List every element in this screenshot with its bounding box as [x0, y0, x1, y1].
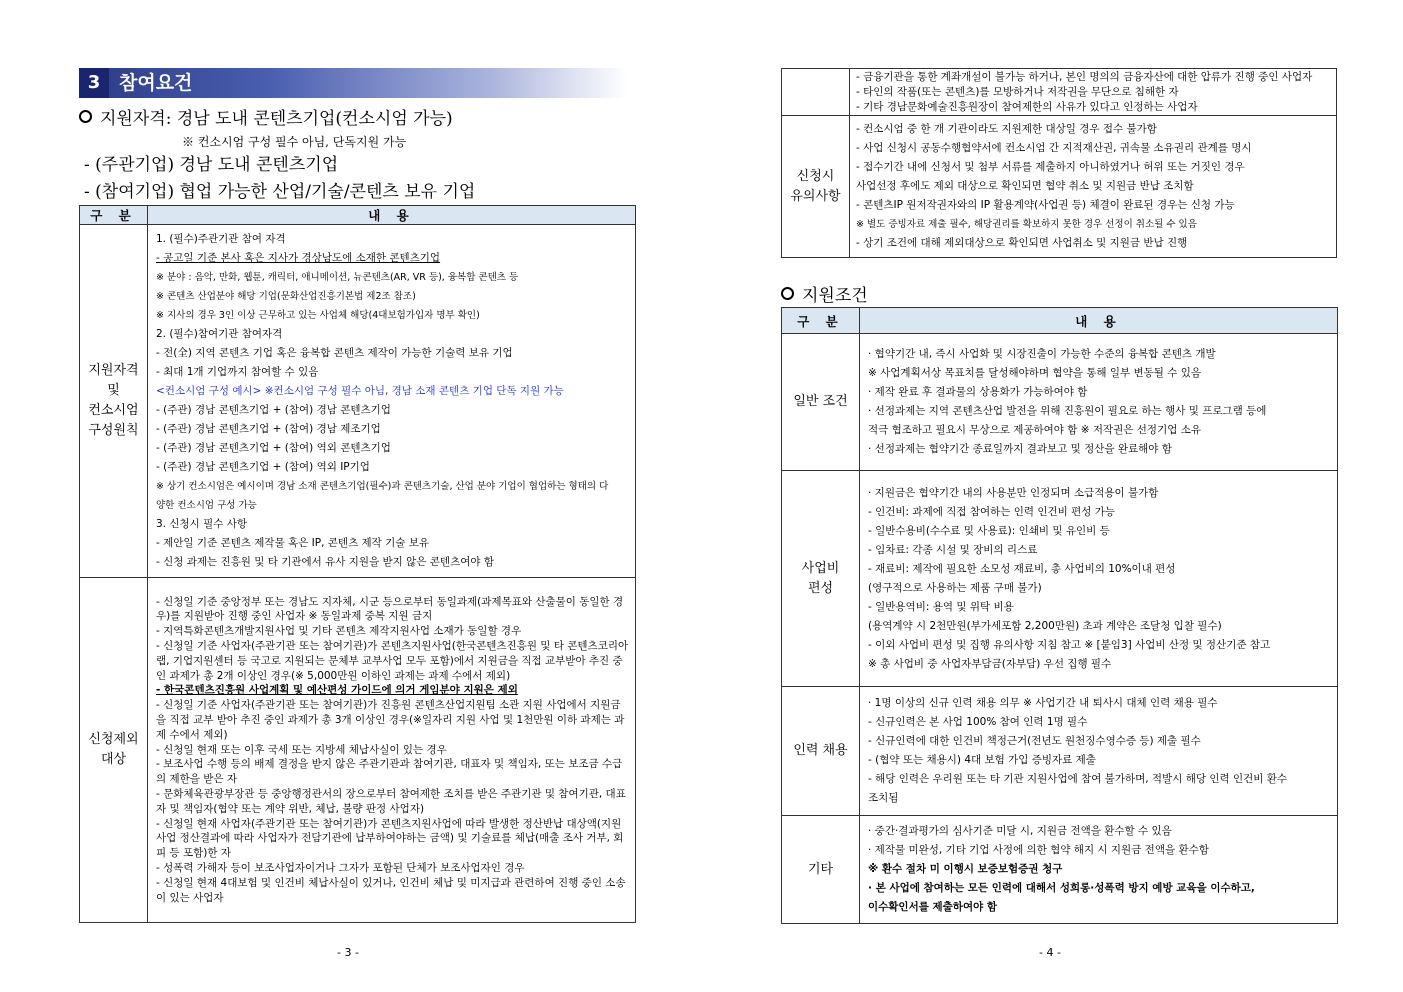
lead-company-line: - (주관기업) 경남 도내 콘텐츠기업 — [84, 155, 339, 175]
text-line: - 최대 1개 기업까지 참여할 수 있음 — [156, 366, 319, 378]
row-label-eligibility: 지원자격 및 컨소시엄 구성원칙 — [80, 225, 148, 578]
text-line: - 보조사업 수행 등의 배제 결정을 받지 않은 주관기관과 참여기관, 대표자 및 책임자, 또는 보조금 수급의 제한을 받은 자 — [156, 758, 623, 786]
table-head-content: 내 용 — [148, 206, 636, 225]
text-line: ※ 환수 절차 미 이행시 보증보험증권 청구 — [868, 863, 1063, 875]
partner-company-line: - (참여기업) 협업 가능한 산업/기술/콘텐츠 보유 기업 — [84, 182, 476, 202]
text-line: - 신청 과제는 진흥원 및 타 기관에서 유사 지원을 받지 않은 콘텐츠여야 함 — [156, 556, 494, 568]
text-line: 사업선정 후에도 제외 대상으로 확인되면 협약 취소 및 지원금 반납 조치함 — [856, 180, 1194, 193]
text-line: · 1명 이상의 신규 인력 채용 의무 ※ 사업기간 내 퇴사시 대체 인력 채용 필수 — [868, 697, 1218, 709]
caution-table — [781, 68, 1337, 258]
text-line: - 타인의 작품(또는 콘텐츠)를 모방하거나 저작권을 무단으로 침해한 자 — [856, 85, 1179, 98]
text-line: 이수확인서를 제출하여야 함 — [868, 901, 998, 913]
text-line: - 이외 사업비 편성 및 집행 유의사항 지침 참고 ※ [붙임3] 사업비 산정 및 정산기준 참고 — [868, 638, 1271, 651]
text-line: - 전(全) 지역 콘텐츠 기업 혹은 융복합 콘텐츠 제작이 가능한 기술력 보유 기업 — [156, 347, 513, 359]
text-line: - 신청일 현재 또는 이후 국세 또는 지방세 체납사실이 있는 경우 — [156, 743, 447, 756]
text-line: - 콘텐츠IP 원저작권자와의 IP 활용계약(사업권 등) 체결이 완료된 경우는 신청 가능 — [856, 199, 1235, 212]
hollow-circle-bullet-icon — [79, 110, 92, 123]
text-line: 양한 컨소시엄 구성 가능 — [156, 500, 257, 511]
conditions-title: 지원조건 — [802, 286, 868, 306]
text-line: - 인건비: 과제에 직접 참여하는 인력 인건비 편성 가능 — [868, 505, 1116, 518]
text-line: - 제안일 기준 콘텐츠 제작물 혹은 IP, 콘텐츠 제작 기술 보유 — [156, 537, 430, 549]
blank-label-cell — [782, 69, 850, 116]
text-line: 1. (필수)주관기관 참여 자격 — [156, 233, 286, 245]
text-line: 적극 협조하고 필요시 무상으로 제공하여야 함 ※ 저작권은 선정기업 소유 — [868, 424, 1201, 436]
text-line: - 성폭력 가해자 등이 보조사업자이거나 그자가 포함된 단체가 보조사업자인 경우 — [156, 861, 525, 874]
other-content — [860, 816, 1338, 924]
text-line: - 신규인력은 본 사업 100% 참여 인력 1명 필수 — [868, 716, 1088, 728]
text-line: 2. (필수)참여기관 참여자격 — [156, 328, 283, 340]
text-line: · 선정과제는 협약기간 종료일까지 결과보고 및 정산을 완료해야 함 — [868, 443, 1172, 455]
hiring-content — [860, 687, 1338, 816]
section-number: 3 — [79, 68, 109, 98]
text-line: - 신규인력에 대한 인건비 책정근거(전년도 원천징수영수증 등) 제출 필수 — [868, 735, 1201, 747]
text-line: - 신청일 현재 4대보험 및 인건비 체납사실이 있거나, 인건비 체납 및 미지급과 관련하여 진행 중인 소송이 있는 사업자 — [156, 876, 626, 904]
text-line: - 상기 조건에 대해 제외대상으로 확인되면 사업취소 및 지원금 반납 진행 — [856, 237, 1188, 250]
row-label-exclusion: 신청제외 대상 — [80, 578, 148, 923]
text-line: ※ 총 사업비 중 사업자부담금(자부담) 우선 집행 필수 — [868, 657, 1112, 670]
page-number: - 3 - — [337, 946, 359, 959]
general-conditions-content — [860, 334, 1338, 471]
text-line: · 제작물 미완성, 기타 기업 사정에 의한 협약 해지 시 지원금 전액을 환수함 — [868, 844, 1209, 856]
text-line: - 신청일 현재 사업자(주관기관 또는 참여기관)가 콘텐츠지원사업에 따라 발생한 정산반납 대상액(지원사업 정산결과에 따라 사업자가 전담기관에 납부하여야하는 금액) 및 기술료를 체납(매출 조사 거부, 회피 등 포함)한 자 — [156, 817, 624, 860]
exclusion-continued — [850, 69, 1337, 116]
text-line: - 공고일 기준 본사 혹은 지사가 경상남도에 소재한 콘텐츠기업 — [156, 252, 441, 264]
table-head-category: 구 분 — [80, 206, 148, 225]
row-label-caution: 신청시 유의사항 — [782, 116, 850, 258]
text-line: 조치됨 — [868, 792, 899, 804]
text-line: - (주관) 경남 콘텐츠기업 + (참여) 역외 콘텐츠기업 — [156, 442, 391, 454]
text-line: · 제작 완료 후 결과물의 상용화가 가능하여야 함 — [868, 386, 1088, 398]
text-line: · 본 사업에 참여하는 모든 인력에 대해서 성희롱·성폭력 방지 예방 교육을 이수하고, — [868, 882, 1255, 894]
text-line: - 재료비: 제작에 필요한 소모성 재료비, 총 사업비의 10%이내 편성 — [868, 562, 1176, 575]
text-line: - 신청일 기준 사업자(주관기관 또는 참여기관)가 콘텐츠지원사업(한국콘텐츠진흥원 및 타 콘텐츠코리아랩, 기업지원센터 등 국고로 지원되는 문체부 교부사업 모두 포함)에서 지원금을 직접 교부받아 추진 중인 과제가 총 2개 이상인 경우(※ 5,000만원 이하인 과제는 과제 수에서 제외) — [156, 640, 629, 682]
text-line: ※ 별도 증빙자료 제출 필수, 해당권리를 확보하지 못한 경우 선정이 취소될 수 있음 — [856, 219, 1197, 231]
text-line: - 한국콘텐츠진흥원 사업계획 및 예산편성 가이드에 의거 게임분야 지원은 제외 — [156, 684, 518, 697]
text-line: - 문화체육관광부장관 등 중앙행정관서의 장으로부터 참여제한 조치를 받은 주관기관 및 참여기관, 대표자 및 책임자(협약 또는 계약 위반, 체납, 불량 판정 사업자) — [156, 787, 626, 815]
text-line: (용역계약 시 2천만원(부가세포함 2,200만원) 초과 계약은 조달청 입찰 필수) — [868, 619, 1222, 632]
conditions-head-category: 구 분 — [782, 308, 860, 334]
page-4 — [702, 0, 1403, 992]
text-line: - 일반용역비: 용역 및 위탁 비용 — [868, 600, 1014, 613]
text-line: · 선정과제는 지역 콘텐츠산업 발전을 위해 진흥원이 필요로 하는 행사 및 프로그램 등에 — [868, 405, 1267, 417]
text-line: - 금융기관을 통한 계좌개설이 불가능 하거나, 본인 명의의 금융자산에 대한 압류가 진행 중인 사업자 — [856, 71, 1313, 83]
row-label-hiring: 인력 채용 — [782, 687, 860, 816]
row-label-budget: 사업비 편성 — [782, 471, 860, 687]
text-line: - (주관) 경남 콘텐츠기업 + (참여) 경남 제조기업 — [156, 423, 381, 435]
row-label-general: 일반 조건 — [782, 334, 860, 471]
text-line: ※ 상기 컨소시엄은 예시이며 경남 소재 콘텐츠기업(필수)과 콘텐츠기술, 산업 분야 기업이 협업하는 형태의 다 — [156, 481, 609, 492]
section-header — [79, 68, 627, 98]
eligibility-content — [148, 225, 636, 578]
text-line: ※ 지사의 경우 3인 이상 근무하고 있는 사업체 해당(4대보험가입자 명부 확인) — [156, 310, 480, 321]
text-line: ※ 분야 : 음악, 만화, 웹툰, 캐릭터, 애니메이션, 뉴콘텐츠(AR, VR 등), 융복합 콘텐츠 등 — [156, 272, 519, 283]
text-line: · 협약기간 내, 즉시 사업화 및 시장진출이 가능한 수준의 융복합 콘텐츠 개발 — [868, 348, 1216, 360]
eligibility-table — [79, 205, 636, 923]
text-line: 3. 신청시 필수 사항 — [156, 518, 248, 530]
conditions-head-content: 내 용 — [860, 308, 1338, 334]
text-line: - (주관) 경남 콘텐츠기업 + (참여) 역외 IP기업 — [156, 461, 370, 473]
text-line: - 임차료: 각종 시설 및 장비의 리스료 — [868, 543, 1038, 556]
text-line: · 지원금은 협약기간 내의 사용분만 인정되며 소급적용이 불가함 — [868, 486, 1159, 499]
text-line: ※ 콘텐츠 산업분야 해당 기업(문화산업진흥기본법 제2조 참조) — [156, 291, 416, 302]
text-line: - (주관) 경남 콘텐츠기업 + (참여) 경남 콘텐츠기업 — [156, 404, 391, 416]
text-line: - 컨소시엄 중 한 개 기관이라도 지원제한 대상일 경우 접수 불가함 — [856, 123, 1157, 136]
text-line: - 지역특화콘텐츠개발지원사업 및 기타 콘텐츠 제작지원사업 소재가 동일할 경우 — [156, 625, 522, 638]
text-line: · 중간·결과평가의 심사기준 미달 시, 지원금 전액을 환수할 수 있음 — [868, 825, 1172, 837]
qualification-title: 지원자격: 경남 도내 콘텐츠기업(컨소시엄 가능) — [100, 109, 453, 129]
text-line: - 해당 인력은 우리원 또는 타 기관 지원사업에 참여 불가하며, 적발시 해당 인력 인건비 환수 — [868, 773, 1288, 785]
conditions-table — [781, 307, 1338, 924]
text-line: - 신청일 기준 사업자(주관기관 또는 참여기관)가 진흥원 콘텐츠산업지원팀 소관 지원 사업에서 지원금을 직접 교부 받아 추진 중인 과제가 총 3개 이상인 경우(※일자리 지원 사업 및 1천만원 이하 과제는 과제 수에서 제외) — [156, 699, 625, 741]
qualification-note: ※ 컨소시엄 구성 필수 아님, 단독지원 가능 — [182, 135, 407, 149]
budget-content — [860, 471, 1338, 687]
text-line: - 신청일 기준 중앙정부 또는 경남도 지자체, 시군 등으로부터 동일과제(과제목표와 산출물이 동일한 경우)를 지원받아 진행 중인 사업자 ※ 동일과제 중복 지원 금지 — [156, 595, 624, 623]
text-line: ※ 사업계획서상 목표치를 달성해야하며 협약을 통해 일부 변동될 수 있음 — [868, 367, 1201, 379]
page-number: - 4 - — [1039, 946, 1061, 959]
text-line: - 일반수용비(수수료 및 사용료): 인쇄비 및 유인비 등 — [868, 524, 1110, 537]
section-title: 참여요건 — [119, 72, 193, 94]
exclusion-content — [148, 578, 636, 923]
text-line: - 기타 경남문화예술진흥원장이 참여제한의 사유가 있다고 인정하는 사업자 — [856, 100, 1198, 113]
text-line: - 사업 신청시 공동수행협약서에 컨소시엄 간 지적재산권, 귀속물 소유권리 관계를 명시 — [856, 142, 1252, 155]
qualification-heading — [79, 104, 453, 129]
text-line: <컨소시엄 구성 예시> ※컨소시엄 구성 필수 아님, 경남 소재 콘텐츠 기업 단독 지원 가능 — [156, 385, 564, 397]
caution-content — [850, 116, 1337, 258]
row-label-other: 기타 — [782, 816, 860, 924]
hollow-circle-bullet-icon — [781, 287, 794, 300]
text-line: (영구적으로 사용하는 제품 구매 불가) — [868, 581, 1042, 594]
conditions-heading — [781, 281, 868, 306]
text-line: - 접수기간 내에 신청서 및 첨부 서류를 제출하지 아니하였거나 허위 또는 거짓인 경우 — [856, 161, 1245, 174]
text-line: - (협약 또는 채용시) 4대 보험 가입 증빙자료 제출 — [868, 754, 1096, 766]
